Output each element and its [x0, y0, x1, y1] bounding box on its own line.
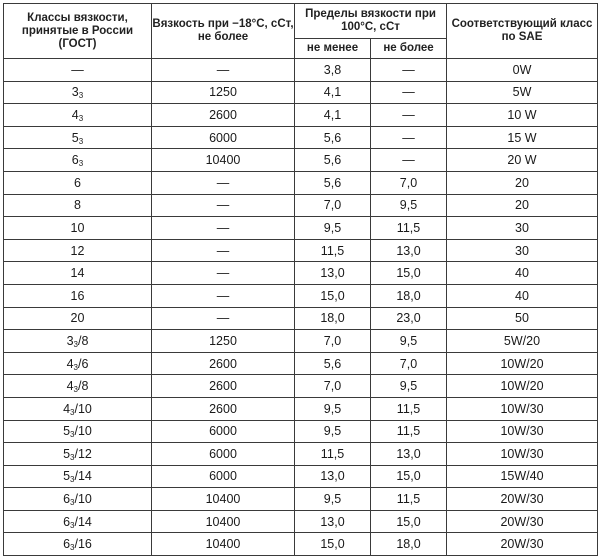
viscosity-classes-table [3, 3, 598, 556]
cell-sae: 5W/20 [447, 330, 598, 353]
cell-max: 11,5 [371, 397, 447, 420]
cell-min: 5,6 [295, 149, 371, 172]
table-row [4, 488, 598, 511]
cell-gost-class: — [4, 59, 152, 82]
cell-max: 7,0 [371, 171, 447, 194]
table-row [4, 126, 598, 149]
cell-max: — [371, 149, 447, 172]
cell-viscosity: 6000 [152, 126, 295, 149]
cell-viscosity: — [152, 239, 295, 262]
cell-max: 15,0 [371, 510, 447, 533]
table-row [4, 217, 598, 240]
cell-sae: 50 [447, 307, 598, 330]
cell-gost-class: $5_3/10$ [4, 420, 152, 443]
cell-gost-class: $6_3/16$ [4, 533, 152, 556]
cell-viscosity: — [152, 217, 295, 240]
cell-sae: 20 [447, 194, 598, 217]
cell-min: 13,0 [295, 465, 371, 488]
table-row [4, 59, 598, 82]
cell-min: 5,6 [295, 171, 371, 194]
table-row [4, 397, 598, 420]
header-gost-class: Классы вязкости, принятые в России (ГОСТ) [4, 4, 152, 59]
cell-gost-class: 6 [4, 171, 152, 194]
cell-sae: 20W/30 [447, 488, 598, 511]
cell-max: — [371, 81, 447, 104]
cell-viscosity: 2600 [152, 352, 295, 375]
table-row [4, 104, 598, 127]
cell-min: 7,0 [295, 194, 371, 217]
cell-min: 9,5 [295, 420, 371, 443]
cell-min: 11,5 [295, 239, 371, 262]
cell-gost-class: 12 [4, 239, 152, 262]
table-row [4, 307, 598, 330]
cell-gost-class: $4_3/8$ [4, 375, 152, 398]
cell-sae: 10W/30 [447, 443, 598, 466]
cell-gost-class: $6_3/14$ [4, 510, 152, 533]
cell-min: 9,5 [295, 488, 371, 511]
cell-gost-class: $4_3/10$ [4, 397, 152, 420]
header-max: не более [371, 39, 447, 59]
table-body [4, 59, 598, 556]
cell-viscosity: — [152, 262, 295, 285]
table-row [4, 443, 598, 466]
header-viscosity-minus18: Вязкость при −18°С, сСт, не более [152, 4, 295, 59]
table-row [4, 533, 598, 556]
cell-viscosity: 6000 [152, 420, 295, 443]
cell-min: 3,8 [295, 59, 371, 82]
cell-gost-class: $5_3/14$ [4, 465, 152, 488]
table-row [4, 375, 598, 398]
cell-gost-class: $6_3/10$ [4, 488, 152, 511]
cell-sae: 20W/30 [447, 533, 598, 556]
cell-min: 13,0 [295, 262, 371, 285]
cell-gost-class: $4_3$ [4, 104, 152, 127]
cell-sae: 15W/40 [447, 465, 598, 488]
table-row [4, 420, 598, 443]
cell-min: 18,0 [295, 307, 371, 330]
table-row [4, 465, 598, 488]
cell-sae: 10W/30 [447, 397, 598, 420]
cell-sae: 10W/20 [447, 375, 598, 398]
table-row [4, 81, 598, 104]
cell-max: 15,0 [371, 262, 447, 285]
cell-viscosity: — [152, 307, 295, 330]
cell-viscosity: 2600 [152, 104, 295, 127]
table-row [4, 149, 598, 172]
table-row [4, 284, 598, 307]
cell-viscosity: 1250 [152, 330, 295, 353]
cell-viscosity: 10400 [152, 488, 295, 511]
cell-min: 5,6 [295, 126, 371, 149]
cell-gost-class: $4_3/6$ [4, 352, 152, 375]
cell-max: — [371, 126, 447, 149]
header-min: не менее [295, 39, 371, 59]
cell-max: 13,0 [371, 239, 447, 262]
cell-sae: 10W/30 [447, 420, 598, 443]
cell-sae: 30 [447, 239, 598, 262]
cell-sae: 0W [447, 59, 598, 82]
cell-max: 11,5 [371, 420, 447, 443]
table-header [4, 4, 598, 59]
cell-max: — [371, 59, 447, 82]
cell-min: 15,0 [295, 284, 371, 307]
cell-max: — [371, 104, 447, 127]
cell-max: 23,0 [371, 307, 447, 330]
cell-max: 15,0 [371, 465, 447, 488]
cell-min: 4,1 [295, 104, 371, 127]
cell-viscosity: 10400 [152, 533, 295, 556]
cell-min: 5,6 [295, 352, 371, 375]
cell-max: 18,0 [371, 284, 447, 307]
table-row [4, 239, 598, 262]
cell-sae: 20 W [447, 149, 598, 172]
header-sae-class: Соответствующий класс по SAE [447, 4, 598, 59]
cell-min: 9,5 [295, 397, 371, 420]
table-row [4, 352, 598, 375]
cell-min: 7,0 [295, 330, 371, 353]
cell-min: 9,5 [295, 217, 371, 240]
cell-max: 13,0 [371, 443, 447, 466]
cell-gost-class: 16 [4, 284, 152, 307]
cell-viscosity: 2600 [152, 375, 295, 398]
cell-viscosity: — [152, 194, 295, 217]
cell-gost-class: 20 [4, 307, 152, 330]
cell-viscosity: 6000 [152, 465, 295, 488]
cell-viscosity: — [152, 284, 295, 307]
cell-sae: 20 [447, 171, 598, 194]
cell-gost-class: $3_3$ [4, 81, 152, 104]
cell-max: 11,5 [371, 488, 447, 511]
cell-sae: 5W [447, 81, 598, 104]
cell-viscosity: 6000 [152, 443, 295, 466]
cell-sae: 20W/30 [447, 510, 598, 533]
cell-viscosity: 2600 [152, 397, 295, 420]
cell-gost-class: $5_3/12$ [4, 443, 152, 466]
cell-min: 7,0 [295, 375, 371, 398]
cell-max: 7,0 [371, 352, 447, 375]
cell-gost-class: 8 [4, 194, 152, 217]
cell-gost-class: $6_3$ [4, 149, 152, 172]
cell-viscosity: 10400 [152, 149, 295, 172]
cell-viscosity: 10400 [152, 510, 295, 533]
table-row [4, 510, 598, 533]
cell-min: 11,5 [295, 443, 371, 466]
table-row [4, 262, 598, 285]
cell-viscosity: 1250 [152, 81, 295, 104]
cell-gost-class: $5_3$ [4, 126, 152, 149]
cell-sae: 15 W [447, 126, 598, 149]
cell-gost-class: 14 [4, 262, 152, 285]
cell-viscosity: — [152, 59, 295, 82]
cell-sae: 30 [447, 217, 598, 240]
table-row [4, 330, 598, 353]
cell-min: 4,1 [295, 81, 371, 104]
cell-max: 9,5 [371, 375, 447, 398]
cell-sae: 10W/20 [447, 352, 598, 375]
cell-viscosity: — [152, 171, 295, 194]
table-row [4, 194, 598, 217]
cell-max: 9,5 [371, 330, 447, 353]
cell-max: 11,5 [371, 217, 447, 240]
header-limits-100c: Пределы вязкости при 100°С, сСт [295, 4, 447, 39]
cell-min: 13,0 [295, 510, 371, 533]
cell-gost-class: $3_3/8$ [4, 330, 152, 353]
cell-sae: 10 W [447, 104, 598, 127]
cell-max: 18,0 [371, 533, 447, 556]
cell-sae: 40 [447, 262, 598, 285]
cell-min: 15,0 [295, 533, 371, 556]
cell-sae: 40 [447, 284, 598, 307]
cell-gost-class: 10 [4, 217, 152, 240]
table-row [4, 171, 598, 194]
cell-max: 9,5 [371, 194, 447, 217]
